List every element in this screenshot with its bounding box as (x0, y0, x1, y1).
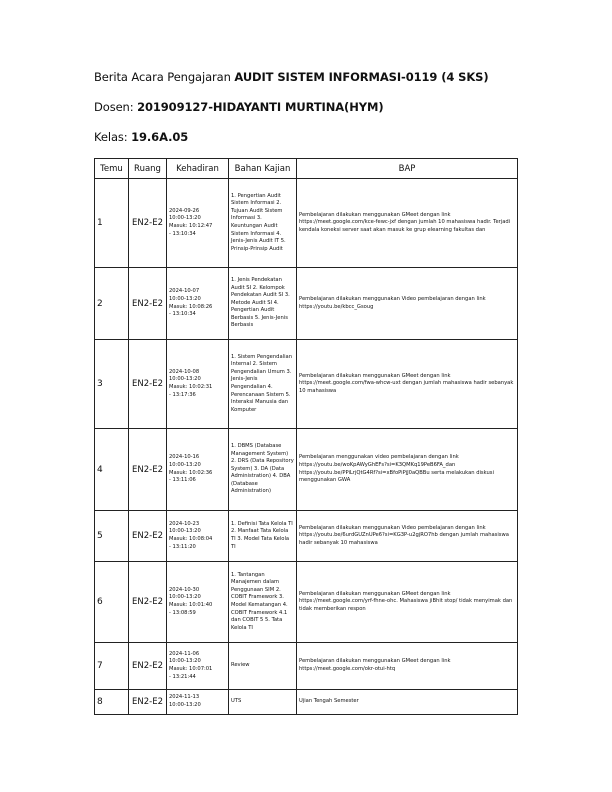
header-ruang: Ruang (129, 159, 167, 179)
cell-ruang: EN2-E2 (129, 429, 167, 511)
dosen-label: Dosen: (94, 100, 138, 114)
cell-bahan-kajian: 1. Jenis Pendekatan Audit SI 2. Kelompok Pendekatan Audit SI 3. Metode Audit SI 4. Pengertian Audit Berbasis 5. Jenis-Jenis Berbasis (229, 268, 297, 340)
cell-ruang: EN2-E2 (129, 562, 167, 643)
cell-ruang: EN2-E2 (129, 268, 167, 340)
cell-bahan-kajian: 1. DBMS (Database Management System) 2. DRS (Data Repository System) 3. DA (Data Administration) 4. DBA (Database Administration) (229, 429, 297, 511)
kehadiran-in: Masuk: 10:08:04 (169, 536, 213, 542)
kelas-value: 19.6A.05 (131, 130, 189, 144)
kehadiran-time: 10:00-13:20 (169, 461, 201, 468)
cell-bap: Pembelajaran dilakukan menggunakan Video pembelajaran dengan link https://youtu.be/kbcc_Gsoug (297, 268, 518, 340)
kehadiran-date: 2024-10-07 (169, 288, 200, 295)
header-bap: BAP (297, 159, 518, 179)
cell-kehadiran (167, 268, 229, 340)
table-row (95, 268, 518, 340)
kehadiran-time: 10:00-13:20 (169, 376, 201, 383)
cell-ruang: EN2-E2 (129, 179, 167, 268)
table-row (95, 643, 518, 690)
cell-kehadiran (167, 179, 229, 268)
cell-temu: 3 (95, 340, 129, 429)
cell-kehadiran (167, 562, 229, 643)
cell-temu: 7 (95, 643, 129, 690)
cell-bap: Pembelajaran dilakukan menggunakan Video pembelajaran dengan link https://youtu.be/6urdGUZnUPe6?si=KG3P-u2gjRO7hb dengan jumlah mahasiswa hadir sebanyak 10 mahasiswa (297, 511, 518, 562)
kehadiran-date: 2024-11-06 (169, 650, 200, 657)
table-body (95, 179, 518, 715)
cell-bap: Pembelajaran dilakukan menggunakan GMeet dengan link https://meet.google.com/fwa-whcw-uxt dengan jumlah mahasiswa hadir sebanyak 10 mahasiswa (297, 340, 518, 429)
cell-bahan-kajian: 1. Tantangan Manajemen dalam Penggunaan SIM 2. COBIT Framework 3. Model Kematangan 4. COBIT Framework 4.1 dan COBIT 5 5. Tata Kelola TI (229, 562, 297, 643)
kehadiran-out: - 13:11:06 (169, 477, 196, 484)
header-kehadiran: Kehadiran (167, 159, 229, 179)
table-row (95, 429, 518, 511)
table-header-row (95, 159, 518, 179)
kehadiran-time: 10:00-13:20 (169, 702, 201, 708)
cell-bap: Pembelajaran dilakukan menggunakan GMeet dengan link https://meet.google.com/okr-otui-htq (297, 643, 518, 690)
table-row (95, 340, 518, 429)
cell-bap: Ujian Tengah Semester (297, 690, 518, 715)
table-row (95, 511, 518, 562)
cell-ruang: EN2-E2 (129, 511, 167, 562)
class-line (94, 130, 188, 144)
cell-ruang: EN2-E2 (129, 340, 167, 429)
kehadiran-time: 10:00-13:20 (169, 528, 201, 535)
table-row (95, 179, 518, 268)
kehadiran-in: Masuk: 10:01:40 (169, 602, 213, 608)
kehadiran-in: Masuk: 10:12:47 (169, 223, 213, 229)
kehadiran-date: 2024-11-13 (169, 694, 200, 701)
cell-ruang: EN2-E2 (129, 690, 167, 715)
cell-temu: 1 (95, 179, 129, 268)
kehadiran-in: Masuk: 10:02:36 (169, 469, 213, 476)
kelas-label: Kelas: (94, 130, 132, 144)
kehadiran-out: - 13:21:44 (169, 673, 196, 680)
kehadiran-date: 2024-10-16 (169, 454, 200, 461)
kehadiran-out: - 13:11:20 (169, 543, 196, 550)
header-temu: Temu (95, 159, 129, 179)
cell-temu: 2 (95, 268, 129, 340)
cell-temu: 8 (95, 690, 129, 715)
lecturer-line (94, 100, 383, 114)
cell-bap: Pembelajaran dilakukan menggunakan GMeet dengan link https://meet.google.com/kce-fewc-jxf dengan jumlah 10 mahasiswa hadir. Terjadi kendala koneksi server saat akan masuk ke grup elearning fakultas dan (297, 179, 518, 268)
kehadiran-out: - 13:10:34 (169, 311, 196, 318)
cell-bahan-kajian: 1. Sistem Pengendalian Internal 2. Sistem Pengendalian Umum 3. Jenis-Jenis Pengendalian 4. Perencanaan Sistem 5. Interaksi Manusia dan Komputer (229, 340, 297, 429)
cell-temu: 4 (95, 429, 129, 511)
cell-kehadiran (167, 511, 229, 562)
kehadiran-date: 2024-10-23 (169, 520, 200, 527)
dosen-value: 201909127-HIDAYANTI MURTINA(HYM) (137, 100, 384, 114)
kehadiran-out: - 13:17:36 (169, 391, 196, 398)
cell-kehadiran (167, 429, 229, 511)
table-row (95, 562, 518, 643)
title-prefix: Berita Acara Pengajaran (94, 70, 235, 84)
cell-bahan-kajian: Review (229, 643, 297, 690)
cell-bahan-kajian: 1. Pengertian Audit Sistem Informasi 2. Tujuan Audit Sistem Informasi 3. Keuntungan Audit Sistem Informasi 4. Jenis-Jenis Audit IT 5. Prinsip-Prinsip Audit (229, 179, 297, 268)
cell-bap: Pembelajaran dilakukan menggunakan GMeet dengan link https://meet.google.com/yrf-fhne-ohc. Mahasiswa jiBhit stop/ tidak menyimak dan tidak memberikan respon (297, 562, 518, 643)
cell-bap: Pembelajaran menggunakan video pembelajaran dengan link https://youtu.be/woKpAWyGhEFs?si=K3QMKq19PeB6FA_dan https://youtu.be/PPiLrjQtG4Rf?si=xBfoPiPjJ0aQBBu serta melakukan diskusi menggunakan GWA (297, 429, 518, 511)
header-bahan-kajian: Bahan Kajian (229, 159, 297, 179)
kehadiran-out: - 13:08:59 (169, 609, 196, 616)
cell-bahan-kajian: UTS (229, 690, 297, 715)
course-name: AUDIT SISTEM INFORMASI-0119 (4 SKS) (234, 70, 489, 84)
kehadiran-time: 10:00-13:20 (169, 295, 201, 302)
table-row (95, 690, 518, 715)
kehadiran-date: 2024-10-08 (169, 368, 200, 375)
cell-ruang: EN2-E2 (129, 643, 167, 690)
kehadiran-date: 2024-10-30 (169, 586, 200, 593)
kehadiran-in: Masuk: 10:08:26 (169, 303, 213, 310)
report-title (94, 70, 489, 84)
cell-kehadiran (167, 340, 229, 429)
kehadiran-time: 10:00-13:20 (169, 215, 201, 222)
cell-kehadiran (167, 643, 229, 690)
kehadiran-date: 2024-09-26 (169, 207, 200, 214)
kehadiran-in: Masuk: 10:07:01 (169, 666, 213, 672)
bap-table (94, 158, 518, 715)
kehadiran-time: 10:00-13:20 (169, 594, 201, 601)
cell-temu: 5 (95, 511, 129, 562)
kehadiran-in: Masuk: 10:02:31 (169, 384, 213, 390)
kehadiran-out: - 13:10:34 (169, 230, 196, 237)
cell-kehadiran (167, 690, 229, 715)
kehadiran-time: 10:00-13:20 (169, 658, 201, 665)
cell-bahan-kajian: 1. Definisi Tata Kelola TI 2. Manfaat Tata Kelola TI 3. Model Tata Kelola TI (229, 511, 297, 562)
cell-temu: 6 (95, 562, 129, 643)
